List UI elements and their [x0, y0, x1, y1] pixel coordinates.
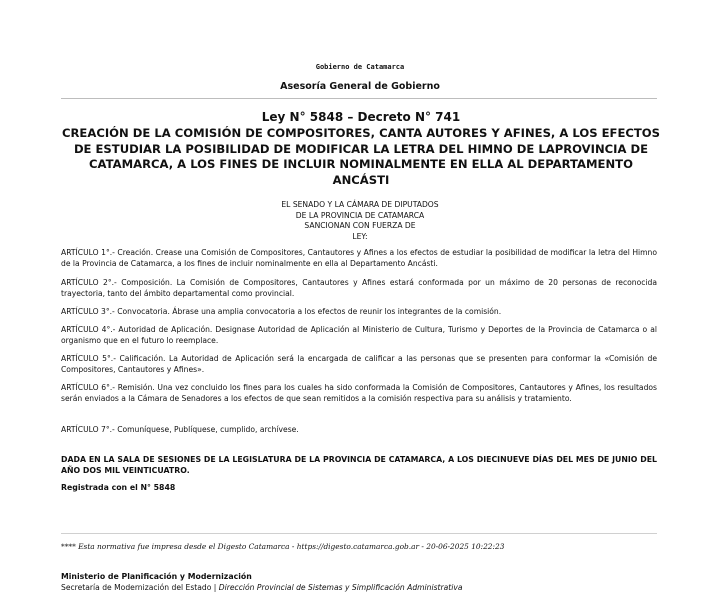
law-number: Ley N° 5848 – Decreto N° 741	[261, 110, 461, 124]
article-3: ARTÍCULO 3°.- Convocatoria. Ábrase una amplia convocatoria a los efectos de reunir los integrantes de la comisión.	[61, 307, 502, 316]
law-title: CREACIÓN DE LA COMISIÓN DE COMPOSITORES, CANTA AUTORES Y AFINES, A LOS EFECTOS DE ESTUDIAR LA POSIBILIDAD DE MODIFICAR LA LETRA DEL HIMNO DE LAPROVINCIA DE CATAMARCA, A LOS FINES DE INCLUIR NOMINALMENTE EN ELLA AL DEPARTAMENTO ANCÁSTI	[62, 126, 660, 187]
office-header: Asesoría General de Gobierno	[280, 81, 440, 92]
enacting-line: SANCIONAN CON FUERZA DE	[304, 221, 416, 230]
given-clause: DADA EN LA SALA DE SESIONES DE LA LEGISLATURA DE LA PROVINCIA DE CATAMARCA, A LOS DIECINUEVE DÍAS DEL MES DE JUNIO DEL AÑO DOS MIL VEINTICUATRO.	[61, 455, 657, 475]
enacting-line: LEY:	[352, 231, 368, 241]
directorate-name: Dirección Provincial de Sistemas y Simplificación Administrativa	[218, 583, 463, 592]
enacting-line: DE LA PROVINCIA DE CATAMARCA	[295, 210, 425, 220]
article-1: ARTÍCULO 1°.- Creación. Crease una Comisión de Compositores, Cantautores y Afines a los efectos de estudiar la posibilidad de modificar la letra del Himno de la Provincia de Catamarca, a los fines de incluir nominalmente en ella al Departamento Ancásti.	[61, 248, 657, 268]
secretariat-name: Secretaría de Modernización del Estado |	[61, 583, 217, 592]
secretariat-line	[61, 583, 463, 592]
header-divider	[61, 98, 657, 99]
article-6: ARTÍCULO 6°.- Remisión. Una vez concluido los fines para los cuales ha sido conformada la Comisión de Compositores, Cantautores y Afines, los resultados serán enviados a la Cámara de Senadores a los efectos de que sean remitidos a la comisión respectiva para su análisis y tratamiento.	[61, 383, 657, 403]
article-7: ARTÍCULO 7°.- Comuníquese, Publíquese, cumplido, archívese.	[61, 425, 299, 434]
article-5: ARTÍCULO 5°.- Calificación. La Autoridad de Aplicación será la encargada de calificar a las personas que se presenten para conformar la «Comisión de Compositores, Cantautores y Afines».	[61, 354, 657, 374]
article-2: ARTÍCULO 2°.- Composición. La Comisión de Compositores, Cantautores y Afines estará conformada por un máximo de 20 personas de reconocida trayectoria, tanto del ámbito departamental como provincial.	[61, 278, 657, 298]
footer-divider	[61, 533, 657, 534]
registration-note: Registrada con el N° 5848	[61, 483, 176, 492]
article-4: ARTÍCULO 4°.- Autoridad de Aplicación. Designase Autoridad de Aplicación al Ministerio de Cultura, Turismo y Deportes de la Provincia de Catamarca o al organismo que en el futuro lo reemplace.	[61, 325, 657, 345]
ministry-name: Ministerio de Planificación y Modernización	[61, 572, 252, 581]
print-note: **** Esta normativa fue impresa desde el Digesto Catamarca - https://digesto.catamarca.gob.ar - 20-06-2025 10:22:23	[61, 542, 505, 551]
enacting-formula	[210, 200, 510, 242]
government-header: Gobierno de Catamarca	[315, 63, 405, 71]
enacting-line: EL SENADO Y LA CÁMARA DE DIPUTADOS	[281, 200, 439, 209]
